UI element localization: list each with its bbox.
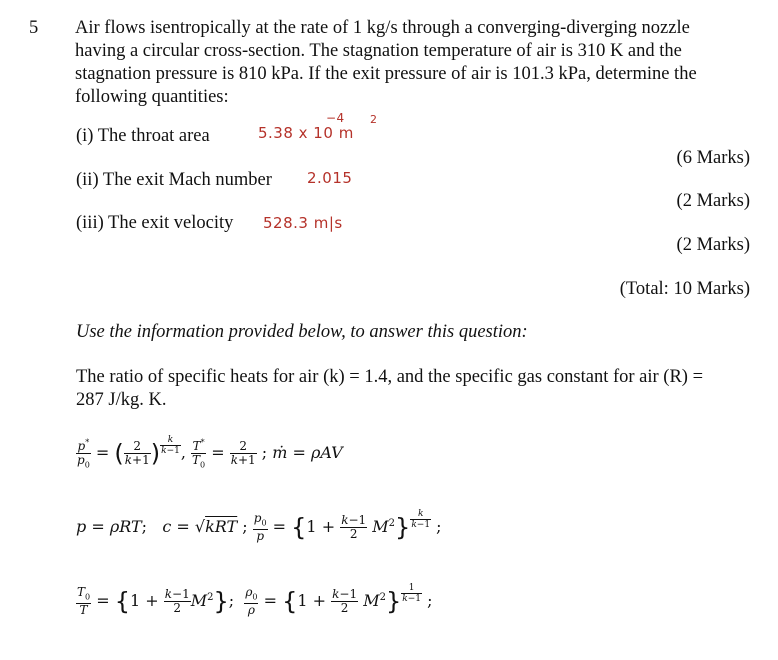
part-i-answer-mantissa: 5.38 x 10 — [258, 124, 334, 142]
total-marks: (Total: 10 Marks) — [619, 279, 750, 299]
question-line: stagnation pressure is 810 kPa. If the exit pressure of air is 101.3 kPa, determine the — [75, 64, 697, 84]
question-line: having a circular cross-section. The stagnation temperature of air is 310 K and the — [75, 41, 682, 61]
instruction-text: Use the information provided below, to answer this question: — [76, 322, 528, 342]
part-i-answer-unit: m — [338, 124, 354, 142]
equation-line-1: $\frac{p^*}{p_0}$ = ( $\frac{2}{k+1}$ ) $^{\frac{k}{k-1}}$ , $\frac{T^*}{T_0}$ = $\frac{2}{k+1}$ ; ṁ = ρAV — [77, 435, 343, 470]
equation-line-3: $\frac{T_0}{T}$ = {1 + $\frac{k-1}{2}$ $M^2$}; $\frac{\rho_0}{\rho}$ = {1 + $\frac{k-1}{2}$ $M^2$} $^{\frac{1}{k-1}}$ ; — [77, 583, 433, 618]
question-number: 5 — [29, 18, 39, 38]
ratio-t-star-t0: $\frac{T^*}{T_0}$ — [192, 438, 206, 470]
part-i-answer-exponent: −4 — [326, 111, 345, 125]
part-ii-marks: (2 Marks) — [676, 191, 750, 211]
part-iii-handwritten-answer: 528.3 m|s — [263, 214, 343, 232]
part-i-handwritten-answer — [258, 111, 378, 142]
ratio-p-star-p0: $\frac{p^*}{p_0}$ — [77, 438, 90, 470]
info-line: The ratio of specific heats for air (k) = 1.4, and the specific gas constant for air (R) = — [76, 367, 704, 387]
part-iii-label: (iii) The exit velocity — [76, 213, 234, 233]
part-iii-marks: (2 Marks) — [676, 235, 750, 255]
part-ii-handwritten-answer: 2.015 — [307, 169, 353, 187]
equation-line-2: p = ρRT; c = √kRT ; $\frac{p_0}{p}$ = {1 + $\frac{k-1}{2}$ $M^2$} $^{\frac{k}{k-1}}$ ; — [76, 509, 442, 544]
info-line: 287 J/kg. K. — [76, 390, 167, 410]
part-i-answer-unit-exponent: 2 — [370, 113, 378, 126]
part-i-label: (i) The throat area — [76, 126, 210, 146]
question-line: Air flows isentropically at the rate of 1 kg/s through a converging-diverging nozzle — [75, 18, 690, 38]
info-text — [76, 366, 752, 412]
part-ii-label: (ii) The exit Mach number — [76, 170, 272, 190]
question-line: following quantities: — [75, 87, 229, 107]
question-text — [75, 17, 751, 109]
part-i-marks: (6 Marks) — [676, 148, 750, 168]
